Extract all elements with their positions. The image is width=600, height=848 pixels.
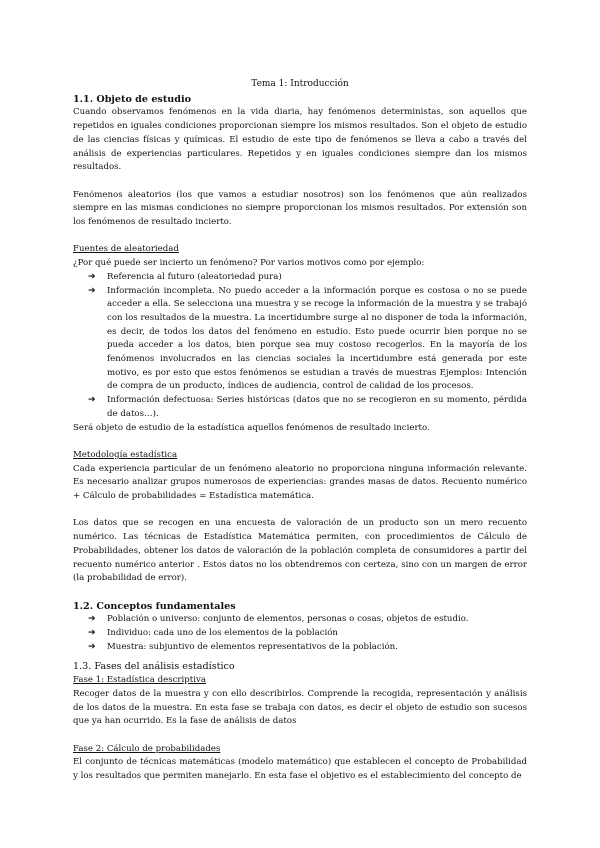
conceptos-list [73,613,527,654]
arrow-bullet-icon: ➔ [88,285,96,296]
subheading-metodologia: Metodología estadística [73,449,178,460]
fuentes-list [73,271,527,422]
subheading-fuentes: Fuentes de aleatoriedad [73,244,179,255]
list-item: ➔ Referencia al futuro (aleatoriedad pura) [88,271,527,285]
page-title: Tema 1: Introducción [251,79,349,89]
subheading-fase-1: Fase 1: Estadística descriptiva [73,675,206,686]
section-heading-objeto: 1.1. Objeto de estudio [73,93,191,105]
arrow-bullet-icon: ➔ [88,271,96,282]
list-item: ➔ Información defectuosa: Series históricas (datos que no se recogieron en su momento, pérdida de datos…). [88,395,527,419]
arrow-bullet-icon: ➔ [88,641,96,652]
list-item: ➔ Individuo: cada uno de los elementos de la población [88,627,527,641]
arrow-bullet-icon: ➔ [88,628,96,639]
section-heading-fases: 1.3. Fases del análisis estadístico [73,661,235,673]
section-heading-conceptos: 1.2. Conceptos fundamentales [73,600,236,612]
arrow-bullet-icon: ➔ [88,395,96,406]
list-item: ➔ Información incompleta. No puedo acceder a la información porque es costosa o no se puede acceder a ella. Se selecciona una muestra y se recoge la información de la muestra y se trabajó con los resultados de la muestra. La incertidumbre surge al no disponer de toda la información, es decir, de todos los datos del fenómeno en estudio. Esto puede ocurrir bien porque no se pueda acceder a los datos, bien porque sea muy costoso recogerlos. En la mayoría de los fenómenos involucrados en las ciencias sociales la incertidumbre está generada por este motivo, es por esto que estos fenómenos se estudian a través de muestras Ejemplos: Intención de compra de un producto, índices de audiencia, control de calidad de los procesos. [88,285,527,392]
paragraph-aleatorios: Fenómenos aleatorios (los que vamos a estudiar nosotros) son los fenómenos que aún realizados siempre en las mismas condiciones no siempre proporcionan los mismos resultados. Por extensión son los fenómenos de resultado incierto. [73,189,527,228]
paragraph-metodologia-2: Los datos que se recogen en una encuesta de valoración de un producto son un mero recuento numérico. Las técnicas de Estadística Matemática permiten, con procedimientos de Cálculo de Probabilidades, obtener los datos de valoración de la población completa de consumidores a partir del recuento numérico anterior . Estos datos no los obtendremos con certeza, sino con un margen de error (la probabilidad de error). [73,518,527,584]
paragraph-fase-1: Recoger datos de la muestra y con ello describirlos. Comprende la recogida, representación y análisis de los datos de la muestra. En esta fase se trabaja con datos, es decir el objeto de estudio son sucesos que ya han ocurrido. Es la fase de análisis de datos [73,688,527,727]
fuentes-intro: ¿Por qué puede ser incierto un fenómeno? Por varios motivos como por ejemplo: [73,258,425,269]
fuentes-closing: Será objeto de estudio de la estadística aquellos fenómenos de resultado incierto. [73,422,430,433]
paragraph-fase-2: El conjunto de técnicas matemáticas (modelo matemático) que establecen el concepto de Probabilidad y los resultados que permiten manejarlo. En esta fase el objetivo es el establecimiento del concepto de [73,757,527,782]
subheading-fase-2: Fase 2: Cálculo de probabilidades [73,743,221,754]
paragraph-metodologia-1: Cada experiencia particular de un fenómeno aleatorio no proporciona ninguna información relevante. Es necesario analizar grupos numerosos de experiencias: grandes masas de datos. Recuento numérico + Cálculo de probabilidades = Estadística matemática. [73,463,527,502]
paragraph-deterministas: Cuando observamos fenómenos en la vida diaria, hay fenómenos deterministas, son aquellos que repetidos en iguales condiciones proporcionan siempre los mismos resultados. Son el objeto de estudio de las ciencias físicas y químicas. El estudio de este tipo de fenómenos se lleva a cabo a través del análisis de experiencias particulares. Repetidos y en iguales condiciones siempre dan los mismos resultados. [73,107,527,173]
list-item: ➔ Muestra: subjuntivo de elementos representativos de la población. [88,641,527,655]
arrow-bullet-icon: ➔ [88,614,96,625]
list-item: ➔ Población o universo: conjunto de elementos, personas o cosas, objetos de estudio. [88,613,527,627]
